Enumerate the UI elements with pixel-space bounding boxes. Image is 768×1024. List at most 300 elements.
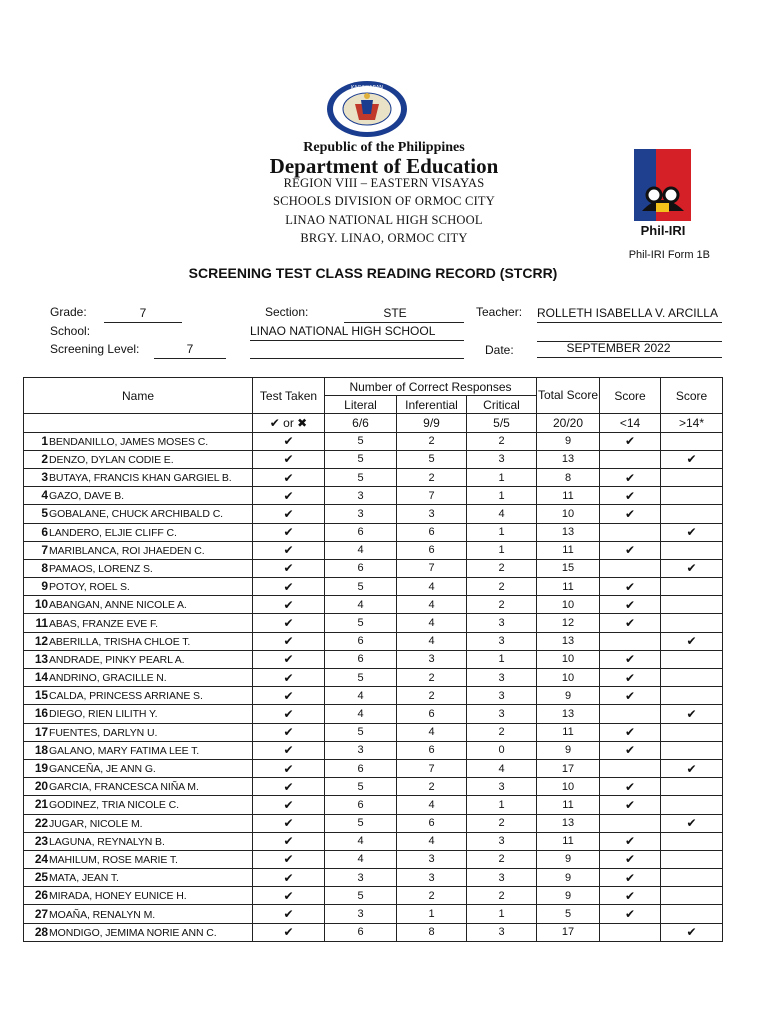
literal-cell: 5 — [325, 669, 397, 687]
division-line: SCHOOLS DIVISION OF ORMOC CITY — [273, 194, 495, 208]
critical-cell: 2 — [467, 432, 537, 450]
table-row — [24, 723, 723, 741]
critical-cell: 2 — [467, 850, 537, 868]
test-taken-cell: ✔ — [253, 487, 325, 505]
total-score-cell: 9 — [537, 432, 600, 450]
literal-cell: 6 — [325, 559, 397, 577]
inferential-cell: 2 — [397, 778, 467, 796]
critical-cell: 3 — [467, 832, 537, 850]
header-score-a-range: <14 — [600, 414, 661, 432]
student-name: MIRADA, HONEY EUNICE H. — [49, 890, 187, 903]
row-number: 8 — [41, 560, 48, 575]
student-name-cell — [24, 741, 253, 759]
literal-cell: 5 — [325, 468, 397, 486]
table-row — [24, 687, 723, 705]
header-critical: Critical — [467, 396, 537, 414]
student-name: ANDRINO, GRACILLE N. — [49, 672, 167, 685]
literal-cell: 3 — [325, 905, 397, 923]
row-number: 13 — [34, 651, 48, 666]
score-high-cell — [661, 887, 723, 905]
grade-underline — [104, 322, 182, 323]
test-taken-cell: ✔ — [253, 850, 325, 868]
table-row — [24, 505, 723, 523]
total-score-cell: 10 — [537, 596, 600, 614]
score-high-cell — [661, 596, 723, 614]
header-score-a: Score — [600, 378, 661, 414]
student-name-cell — [24, 541, 253, 559]
teacher-label: Teacher: — [476, 305, 523, 319]
table-row — [24, 705, 723, 723]
test-taken-cell: ✔ — [253, 669, 325, 687]
student-name: BENDANILLO, JAMES MOSES C. — [49, 435, 209, 448]
score-high-cell: ✔ — [661, 759, 723, 777]
critical-cell: 4 — [467, 505, 537, 523]
critical-cell: 4 — [467, 759, 537, 777]
student-name: GAZO, DAVE B. — [49, 490, 124, 503]
row-number: 6 — [41, 524, 48, 539]
score-low-cell: ✔ — [600, 887, 661, 905]
score-low-cell: ✔ — [600, 741, 661, 759]
test-taken-cell: ✔ — [253, 796, 325, 814]
critical-cell: 3 — [467, 778, 537, 796]
row-number: 23 — [34, 833, 48, 848]
inferential-cell: 5 — [397, 450, 467, 468]
literal-cell: 6 — [325, 796, 397, 814]
total-score-cell: 17 — [537, 923, 600, 941]
inferential-cell: 2 — [397, 468, 467, 486]
table-row — [24, 869, 723, 887]
literal-cell: 5 — [325, 723, 397, 741]
header-test-taken: Test Taken — [253, 378, 325, 414]
score-low-cell: ✔ — [600, 596, 661, 614]
score-low-cell — [600, 632, 661, 650]
critical-cell: 3 — [467, 614, 537, 632]
score-high-cell: ✔ — [661, 523, 723, 541]
table-row — [24, 850, 723, 868]
section-label: Section: — [265, 305, 309, 319]
table-row — [24, 814, 723, 832]
score-low-cell: ✔ — [600, 796, 661, 814]
literal-cell: 6 — [325, 923, 397, 941]
student-name: DENZO, DYLAN CODIE E. — [49, 453, 174, 466]
inferential-cell: 6 — [397, 541, 467, 559]
test-taken-cell: ✔ — [253, 505, 325, 523]
row-number: 9 — [41, 579, 48, 594]
score-low-cell: ✔ — [600, 614, 661, 632]
student-name-cell — [24, 650, 253, 668]
critical-cell: 1 — [467, 905, 537, 923]
test-taken-cell: ✔ — [253, 814, 325, 832]
test-taken-cell: ✔ — [253, 778, 325, 796]
header-inferential: Inferential — [397, 396, 467, 414]
score-high-cell — [661, 669, 723, 687]
test-taken-cell: ✔ — [253, 632, 325, 650]
test-taken-cell: ✔ — [253, 596, 325, 614]
student-name-cell — [24, 596, 253, 614]
score-high-cell — [661, 796, 723, 814]
critical-cell: 3 — [467, 450, 537, 468]
critical-cell: 1 — [467, 650, 537, 668]
student-name-cell — [24, 923, 253, 941]
score-high-cell — [661, 723, 723, 741]
score-high-cell — [661, 505, 723, 523]
table-row — [24, 650, 723, 668]
student-name: ABAS, FRANZE EVE F. — [49, 617, 158, 630]
critical-cell: 3 — [467, 869, 537, 887]
test-taken-cell: ✔ — [253, 887, 325, 905]
school-value: LINAO NATIONAL HIGH SCHOOL — [250, 324, 436, 338]
table-row — [24, 614, 723, 632]
row-number: 5 — [41, 506, 48, 521]
section-underline — [344, 322, 464, 323]
student-name: MAHILUM, ROSE MARIE T. — [49, 853, 178, 866]
total-score-cell: 5 — [537, 905, 600, 923]
row-number: 4 — [41, 488, 48, 503]
table-row — [24, 741, 723, 759]
inferential-cell: 6 — [397, 741, 467, 759]
blank-underline — [250, 358, 464, 359]
score-low-cell: ✔ — [600, 850, 661, 868]
table-row — [24, 759, 723, 777]
test-taken-cell: ✔ — [253, 541, 325, 559]
teacher-value: ROLLETH ISABELLA V. ARCILLA — [537, 306, 718, 320]
score-low-cell: ✔ — [600, 578, 661, 596]
critical-cell: 2 — [467, 814, 537, 832]
student-name-cell — [24, 814, 253, 832]
total-score-cell: 13 — [537, 450, 600, 468]
table-row — [24, 523, 723, 541]
header-correct-responses: Number of Correct Responses — [325, 378, 537, 396]
row-number: 7 — [41, 542, 48, 557]
row-number: 2 — [41, 451, 48, 466]
score-low-cell — [600, 523, 661, 541]
score-high-cell — [661, 468, 723, 486]
inferential-cell: 7 — [397, 559, 467, 577]
total-score-cell: 10 — [537, 778, 600, 796]
inferential-cell: 4 — [397, 578, 467, 596]
screening-level-underline — [154, 358, 226, 359]
literal-cell: 3 — [325, 505, 397, 523]
student-name-cell — [24, 705, 253, 723]
inferential-cell: 2 — [397, 887, 467, 905]
total-score-cell: 9 — [537, 869, 600, 887]
inferential-cell: 2 — [397, 687, 467, 705]
student-name-cell — [24, 487, 253, 505]
inferential-cell: 2 — [397, 669, 467, 687]
student-name: DIEGO, RIEN LILITH Y. — [49, 708, 158, 721]
address-line: BRGY. LINAO, ORMOC CITY — [300, 231, 468, 245]
row-number: 16 — [34, 706, 48, 721]
test-taken-cell: ✔ — [253, 523, 325, 541]
school-line: LINAO NATIONAL HIGH SCHOOL — [285, 213, 483, 227]
date-top-line — [537, 341, 722, 342]
total-score-cell: 10 — [537, 650, 600, 668]
total-score-cell: 10 — [537, 669, 600, 687]
critical-cell: 1 — [467, 796, 537, 814]
phil-iri-logo — [634, 149, 691, 221]
student-name: JUGAR, NICOLE M. — [49, 817, 143, 830]
row-number: 14 — [34, 670, 48, 685]
literal-cell: 6 — [325, 759, 397, 777]
student-name: POTOY, ROEL S. — [49, 581, 130, 594]
student-name-cell — [24, 832, 253, 850]
total-score-cell: 9 — [537, 887, 600, 905]
header-score-b-range: >14* — [661, 414, 723, 432]
inferential-cell: 1 — [397, 905, 467, 923]
student-name: PAMAOS, LORENZ S. — [49, 562, 153, 575]
score-high-cell — [661, 778, 723, 796]
document-title: SCREENING TEST CLASS READING RECORD (STCRR) — [188, 265, 558, 281]
test-taken-cell: ✔ — [253, 923, 325, 941]
table-row — [24, 778, 723, 796]
inferential-cell: 6 — [397, 814, 467, 832]
total-score-cell: 8 — [537, 468, 600, 486]
literal-cell: 4 — [325, 832, 397, 850]
score-low-cell: ✔ — [600, 487, 661, 505]
student-name-cell — [24, 669, 253, 687]
score-high-cell: ✔ — [661, 559, 723, 577]
score-high-cell: ✔ — [661, 705, 723, 723]
row-number: 27 — [34, 906, 48, 921]
header-name-spacer — [24, 414, 253, 432]
student-name-cell — [24, 523, 253, 541]
literal-cell: 5 — [325, 614, 397, 632]
row-number: 24 — [34, 851, 48, 866]
student-name-cell — [24, 632, 253, 650]
critical-cell: 3 — [467, 923, 537, 941]
student-name: ANDRADE, PINKY PEARL A. — [49, 653, 185, 666]
row-number: 20 — [34, 779, 48, 794]
table-row — [24, 632, 723, 650]
total-score-cell: 11 — [537, 487, 600, 505]
total-score-cell: 15 — [537, 559, 600, 577]
student-name: MARIBLANCA, ROI JHAEDEN C. — [49, 544, 205, 557]
school-underline — [250, 340, 464, 341]
inferential-cell: 4 — [397, 614, 467, 632]
student-name: GARCIA, FRANCESCA NIÑA M. — [49, 781, 199, 794]
header-literal: Literal — [325, 396, 397, 414]
row-number: 17 — [34, 724, 48, 739]
republic-heading: Republic of the Philippines — [303, 140, 465, 155]
test-taken-cell: ✔ — [253, 759, 325, 777]
literal-cell: 4 — [325, 705, 397, 723]
test-taken-cell: ✔ — [253, 832, 325, 850]
phil-iri-logo-text: Phil-IRI — [640, 223, 686, 238]
literal-cell: 3 — [325, 487, 397, 505]
literal-cell: 6 — [325, 523, 397, 541]
inferential-cell: 2 — [397, 432, 467, 450]
inferential-cell: 4 — [397, 832, 467, 850]
date-value: SEPTEMBER 2022 — [566, 341, 671, 355]
score-high-cell — [661, 650, 723, 668]
literal-cell: 5 — [325, 432, 397, 450]
test-taken-cell: ✔ — [253, 741, 325, 759]
row-number: 26 — [34, 888, 48, 903]
test-taken-cell: ✔ — [253, 869, 325, 887]
student-name-cell — [24, 887, 253, 905]
student-name: GALANO, MARY FATIMA LEE T. — [49, 744, 200, 757]
table-row — [24, 923, 723, 941]
score-low-cell: ✔ — [600, 778, 661, 796]
student-name-cell — [24, 468, 253, 486]
inferential-cell: 4 — [397, 632, 467, 650]
score-low-cell: ✔ — [600, 505, 661, 523]
literal-cell: 4 — [325, 541, 397, 559]
student-name: ABERILLA, TRISHA CHLOE T. — [49, 635, 191, 648]
table-row — [24, 596, 723, 614]
form-label: Phil-IRI Form 1B — [628, 249, 710, 261]
critical-cell: 3 — [467, 705, 537, 723]
row-number: 15 — [34, 688, 48, 703]
inferential-cell: 4 — [397, 796, 467, 814]
score-high-cell — [661, 832, 723, 850]
region-line: REGION VIII – EASTERN VISAYAS — [283, 176, 485, 190]
header-critical-max: 5/5 — [467, 414, 537, 432]
row-number: 11 — [35, 615, 48, 630]
total-score-cell: 13 — [537, 632, 600, 650]
critical-cell: 2 — [467, 723, 537, 741]
student-name: GOBALANE, CHUCK ARCHIBALD C. — [49, 508, 223, 521]
student-name-cell — [24, 432, 253, 450]
score-low-cell: ✔ — [600, 669, 661, 687]
total-score-cell: 13 — [537, 814, 600, 832]
critical-cell: 2 — [467, 559, 537, 577]
score-high-cell — [661, 578, 723, 596]
score-high-cell — [661, 432, 723, 450]
score-low-cell — [600, 705, 661, 723]
row-number: 25 — [34, 870, 48, 885]
score-high-cell — [661, 905, 723, 923]
header-total-max: 20/20 — [537, 414, 600, 432]
student-name: MATA, JEAN T. — [49, 872, 119, 885]
inferential-cell: 3 — [397, 505, 467, 523]
student-name-cell — [24, 505, 253, 523]
score-low-cell: ✔ — [600, 650, 661, 668]
inferential-cell: 4 — [397, 596, 467, 614]
student-name: FUENTES, DARLYN U. — [49, 726, 158, 739]
score-high-cell — [661, 687, 723, 705]
total-score-cell: 12 — [537, 614, 600, 632]
test-taken-cell: ✔ — [253, 578, 325, 596]
row-number: 3 — [41, 470, 48, 485]
department-heading: Department of Education — [269, 154, 499, 178]
row-number: 1 — [41, 433, 48, 448]
header-name: Name — [24, 378, 253, 414]
table-row — [24, 450, 723, 468]
test-taken-cell: ✔ — [253, 723, 325, 741]
literal-cell: 5 — [325, 814, 397, 832]
critical-cell: 1 — [467, 468, 537, 486]
section-value: STE — [383, 306, 407, 320]
test-taken-cell: ✔ — [253, 432, 325, 450]
score-low-cell: ✔ — [600, 687, 661, 705]
row-number: 21 — [34, 797, 48, 812]
literal-cell: 6 — [325, 650, 397, 668]
test-taken-cell: ✔ — [253, 705, 325, 723]
score-low-cell: ✔ — [600, 723, 661, 741]
table-row — [24, 559, 723, 577]
test-taken-cell: ✔ — [253, 650, 325, 668]
student-name-cell — [24, 905, 253, 923]
inferential-cell: 4 — [397, 723, 467, 741]
row-number: 28 — [34, 924, 48, 939]
header-taken-mark: ✔ or ✖ — [253, 414, 325, 432]
score-low-cell — [600, 814, 661, 832]
student-name-cell — [24, 869, 253, 887]
literal-cell: 6 — [325, 632, 397, 650]
header-score-b: Score — [661, 378, 723, 414]
total-score-cell: 9 — [537, 687, 600, 705]
student-name-cell — [24, 614, 253, 632]
score-low-cell — [600, 450, 661, 468]
student-name: LAGUNA, REYNALYN B. — [49, 835, 165, 848]
teacher-underline — [537, 322, 722, 323]
inferential-cell: 7 — [397, 487, 467, 505]
row-number: 22 — [34, 815, 48, 830]
literal-cell: 5 — [325, 778, 397, 796]
score-low-cell: ✔ — [600, 905, 661, 923]
test-taken-cell: ✔ — [253, 450, 325, 468]
student-name: GODINEZ, TRIA NICOLE C. — [49, 799, 179, 812]
score-high-cell: ✔ — [661, 923, 723, 941]
student-name-cell — [24, 450, 253, 468]
table-row — [24, 887, 723, 905]
score-high-cell — [661, 614, 723, 632]
total-score-cell: 17 — [537, 759, 600, 777]
literal-cell: 4 — [325, 596, 397, 614]
literal-cell: 3 — [325, 869, 397, 887]
total-score-cell: 11 — [537, 541, 600, 559]
table-row — [24, 832, 723, 850]
score-high-cell: ✔ — [661, 450, 723, 468]
critical-cell: 3 — [467, 632, 537, 650]
date-label: Date: — [485, 343, 514, 357]
student-name: CALDA, PRINCESS ARRIANE S. — [49, 690, 203, 703]
row-number: 18 — [34, 742, 48, 757]
header-inferential-max: 9/9 — [397, 414, 467, 432]
score-low-cell — [600, 759, 661, 777]
school-label: School: — [50, 324, 91, 338]
table-row — [24, 905, 723, 923]
student-name-cell — [24, 578, 253, 596]
row-number: 10 — [34, 597, 48, 612]
svg-text:KAGAWARAN: KAGAWARAN — [350, 85, 384, 91]
critical-cell: 1 — [467, 541, 537, 559]
record-rows — [24, 432, 723, 941]
student-name-cell — [24, 723, 253, 741]
student-name: LANDERO, ELJIE CLIFF C. — [49, 526, 177, 539]
screening-level-label: Screening Level: — [50, 342, 140, 356]
total-score-cell: 10 — [537, 505, 600, 523]
student-name-cell — [24, 759, 253, 777]
total-score-cell: 11 — [537, 723, 600, 741]
inferential-cell: 7 — [397, 759, 467, 777]
student-name-cell — [24, 687, 253, 705]
inferential-cell: 3 — [397, 850, 467, 868]
inferential-cell: 8 — [397, 923, 467, 941]
score-high-cell: ✔ — [661, 632, 723, 650]
total-score-cell: 11 — [537, 796, 600, 814]
test-taken-cell: ✔ — [253, 905, 325, 923]
student-name-cell — [24, 850, 253, 868]
critical-cell: 0 — [467, 741, 537, 759]
inferential-cell: 3 — [397, 650, 467, 668]
critical-cell: 2 — [467, 578, 537, 596]
score-low-cell: ✔ — [600, 832, 661, 850]
table-row — [24, 432, 723, 450]
test-taken-cell: ✔ — [253, 687, 325, 705]
reading-record-table — [23, 377, 723, 942]
